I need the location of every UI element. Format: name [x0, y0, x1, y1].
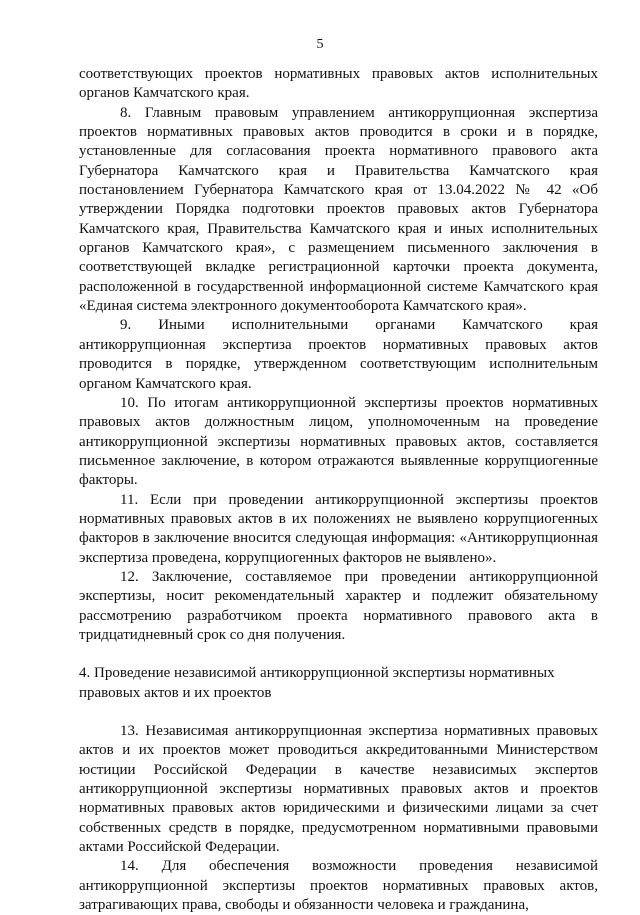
paragraph-12: 12. Заключение, составляемое при проведении антикоррупционной экспертизы, носит рекомендательный характер и подлежит обязательному рассмотрению разработчиком проекта нормативного правового акта в тридцатидневный срок со дня получения.	[79, 568, 598, 643]
page-number: 5	[316, 37, 324, 52]
paragraph-13: 13. Независимая антикоррупционная экспертиза нормативных правовых актов и их проектов может проводиться аккредитованными Министерством юстиции Российской Федерации в качестве независимых экспертов антикоррупционной экспертизы нормативных правовых актов и проектов нормативных правовых актов юридическими и физическими лицами за счет собственных средств в порядке, предусмотренном нормативными правовыми актами Российской Федерации.	[79, 723, 598, 856]
paragraph-continuation: соответствующих проектов нормативных правовых актов исполнительных органов Камчатского края.	[79, 66, 598, 102]
section-heading	[79, 664, 598, 703]
paragraph-9: 9. Иными исполнительными органами Камчатского края антикоррупционная экспертиза проектов нормативных правовых актов проводится в порядке, утвержденном соответствующим исполнительным органом Камчатского края.	[79, 317, 598, 392]
paragraph-10: 10. По итогам антикоррупционной экспертизы проектов нормативных правовых актов должностным лицом, уполномоченным на проведение антикоррупционной экспертизы нормативных правовых актов, составляется письменное заключение, в котором отражаются выявленные коррупциогенные факторы.	[79, 394, 598, 489]
paragraph-14: 14. Для обеспечения возможности проведения независимой антикоррупционной экспертизы проектов нормативных правовых актов, затрагивающих права, свободы и обязанности человека и гражданина,	[79, 858, 598, 914]
paragraph-11: 11. Если при проведении антикоррупционной экспертизы проектов нормативных правовых актов в их положениях не выявлено коррупциогенных факторов в заключение вносится следующая информация: «Антикоррупционная экспертиза проведена, коррупциогенных факторов не выявлено».	[79, 491, 598, 566]
section-heading-line-1: 4. Проведение независимой антикоррупционной экспертизы нормативных	[79, 665, 555, 682]
section-heading-line-2: правовых актов и их проектов	[79, 684, 272, 701]
paragraph-8: 8. Главным правовым управлением антикоррупционная экспертиза проектов нормативных правовых актов проводится в сроки и в порядке, установленные для согласования проекта нормативного правового акта Губернатора Камчатского края и Правительства Камчатского края постановлением Губернатора Камчатского края от 13.04.2022 № 42 «Об утверждении Порядка подготовки проектов правовых актов Губернатора Камчатского края, Правительства Камчатского края и иных исполнительных органов Камчатского края», с размещением письменного заключения в соответствующей вкладке регистрационной карточки проекта документа, расположенной в государственной информационной системе Камчатского края «Единая система электронного документооборота Камчатского края».	[79, 104, 598, 315]
document-body	[79, 65, 598, 915]
